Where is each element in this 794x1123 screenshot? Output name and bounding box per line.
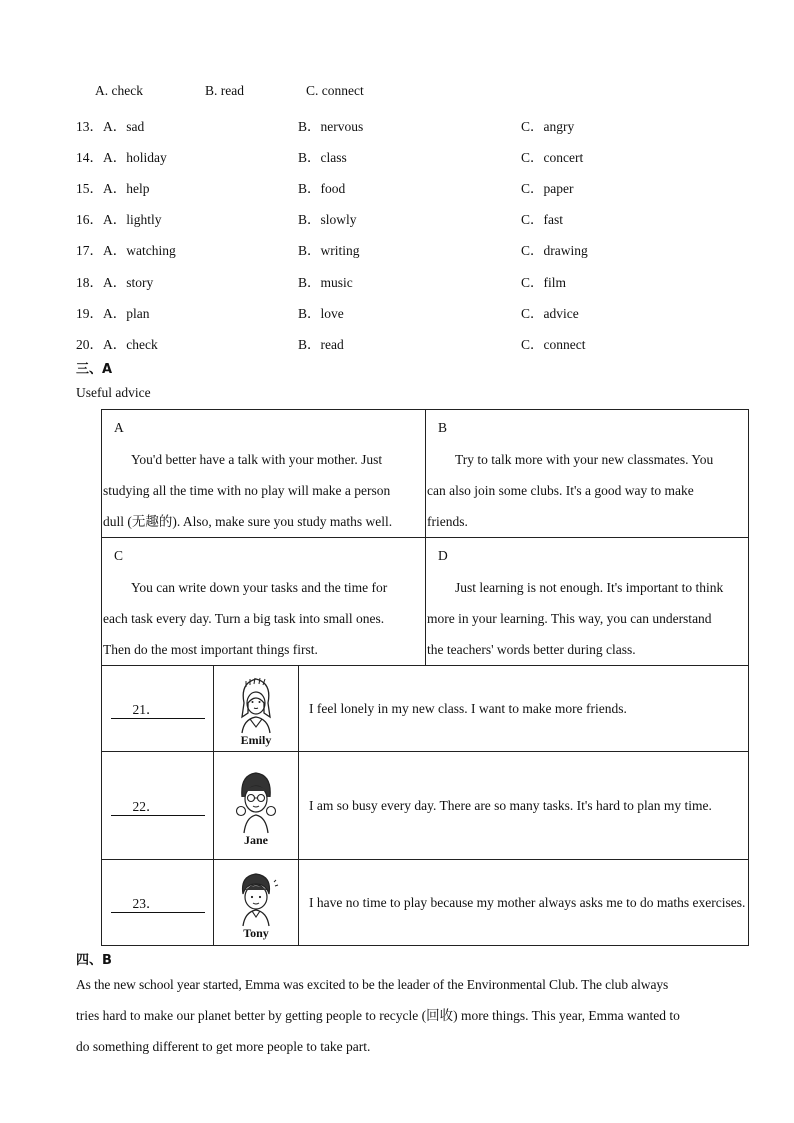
girl-portrait-icon [228,673,284,735]
advice-line: Then do the most important things first. [103,642,318,657]
option-b: B．read [298,337,344,352]
question-row [76,177,756,197]
question-number-and-option-a: 15．A．help [76,181,150,196]
advice-line: studying all the time with no play will make a person [103,483,391,498]
question-number-and-option-a: 13．A．sad [76,119,145,134]
passage-line: tries hard to make our planet better by getting people to recycle (回收) more things. This year, Emma wanted to [76,1008,680,1023]
passage-line: do something different to get more people to take part. [76,1039,371,1054]
person-statement: I am so busy every day. There are so many tasks. It's hard to plan my time. [299,752,749,860]
section-heading: 三、A [76,362,113,377]
option-c: C．film [521,275,567,290]
portrait-cell [214,666,299,752]
advice-cell-c [102,538,426,666]
advice-label: B [438,420,448,435]
passage-paragraph [76,969,736,1062]
answer-blank-cell[interactable] [102,666,214,752]
option-b: B．writing [298,243,360,258]
advice-line: dull (无趣的). Also, make sure you study maths well. [103,514,393,529]
option-c: C．fast [521,212,563,227]
portrait-cell [214,752,299,860]
option-c: C．concert [521,150,584,165]
advice-table [101,409,749,666]
question-row [76,146,756,166]
option-a: A. check [95,83,143,98]
advice-line: each task every day. Turn a big task into small ones. [103,611,385,626]
option-c: C．angry [521,119,575,134]
option-b: B．love [298,306,344,321]
section-heading: 四、B [76,953,112,968]
question-number-and-option-a: 18．A．story [76,275,154,290]
advice-line: more in your learning. This way, you can understand [427,611,712,626]
advice-line: the teachers' words better during class. [427,642,636,657]
answer-blank[interactable]: 22． [111,795,205,816]
advice-line: Just learning is not enough. It's important to think [455,580,724,595]
option-c: C．drawing [521,243,588,258]
option-c: C. connect [306,83,364,98]
question-row [76,208,756,228]
question-row [76,333,756,353]
advice-line: You can write down your tasks and the time for [131,580,388,595]
question-row [76,302,756,322]
answer-blank[interactable]: 23． [111,892,205,913]
advice-cell-b [426,410,749,538]
matching-table [101,665,749,946]
question-number-and-option-a: 14．A．holiday [76,150,167,165]
question-row [76,271,756,291]
advice-label: D [438,548,448,563]
option-c: C．connect [521,337,586,352]
option-b: B．nervous [298,119,364,134]
passage-line: As the new school year started, Emma was excited to be the leader of the Environmental Club. The club always [76,977,669,992]
answer-blank[interactable]: 21． [111,698,205,719]
passage-title: Useful advice [76,385,151,400]
person-name: Jane [244,833,268,847]
portrait-cell [214,860,299,946]
option-c: C．paper [521,181,574,196]
advice-line: friends. [427,514,468,529]
advice-label: A [114,420,124,435]
advice-cell-a [102,410,426,538]
question-row [76,239,756,259]
person-statement: I have no time to play because my mother always asks me to do maths exercises. [299,860,749,946]
person-name: Emily [240,733,272,747]
advice-cell-d [426,538,749,666]
advice-line: Try to talk more with your new classmates. You [455,452,714,467]
boy-portrait-icon [228,868,284,928]
answer-blank-cell[interactable] [102,752,214,860]
question-row [76,115,756,135]
person-name: Tony [243,926,269,940]
question-number-and-option-a: 19．A．plan [76,306,150,321]
advice-label: C [114,548,124,563]
option-b: B．class [298,150,347,165]
answer-blank-cell[interactable] [102,860,214,946]
advice-line: can also join some clubs. It's a good way to make [427,483,694,498]
option-c: C．advice [521,306,579,321]
option-b: B．slowly [298,212,357,227]
option-b: B．food [298,181,346,196]
question-number-and-option-a: 20．A．check [76,337,158,352]
option-b: B．music [298,275,353,290]
question-number-and-option-a: 17．A．watching [76,243,176,258]
option-b: B. read [205,83,244,98]
question-number-and-option-a: 16．A．lightly [76,212,162,227]
person-statement: I feel lonely in my new class. I want to make more friends. [299,666,749,752]
advice-line: You'd better have a talk with your mother. Just [131,452,383,467]
girl-with-glasses-portrait-icon [228,767,284,835]
